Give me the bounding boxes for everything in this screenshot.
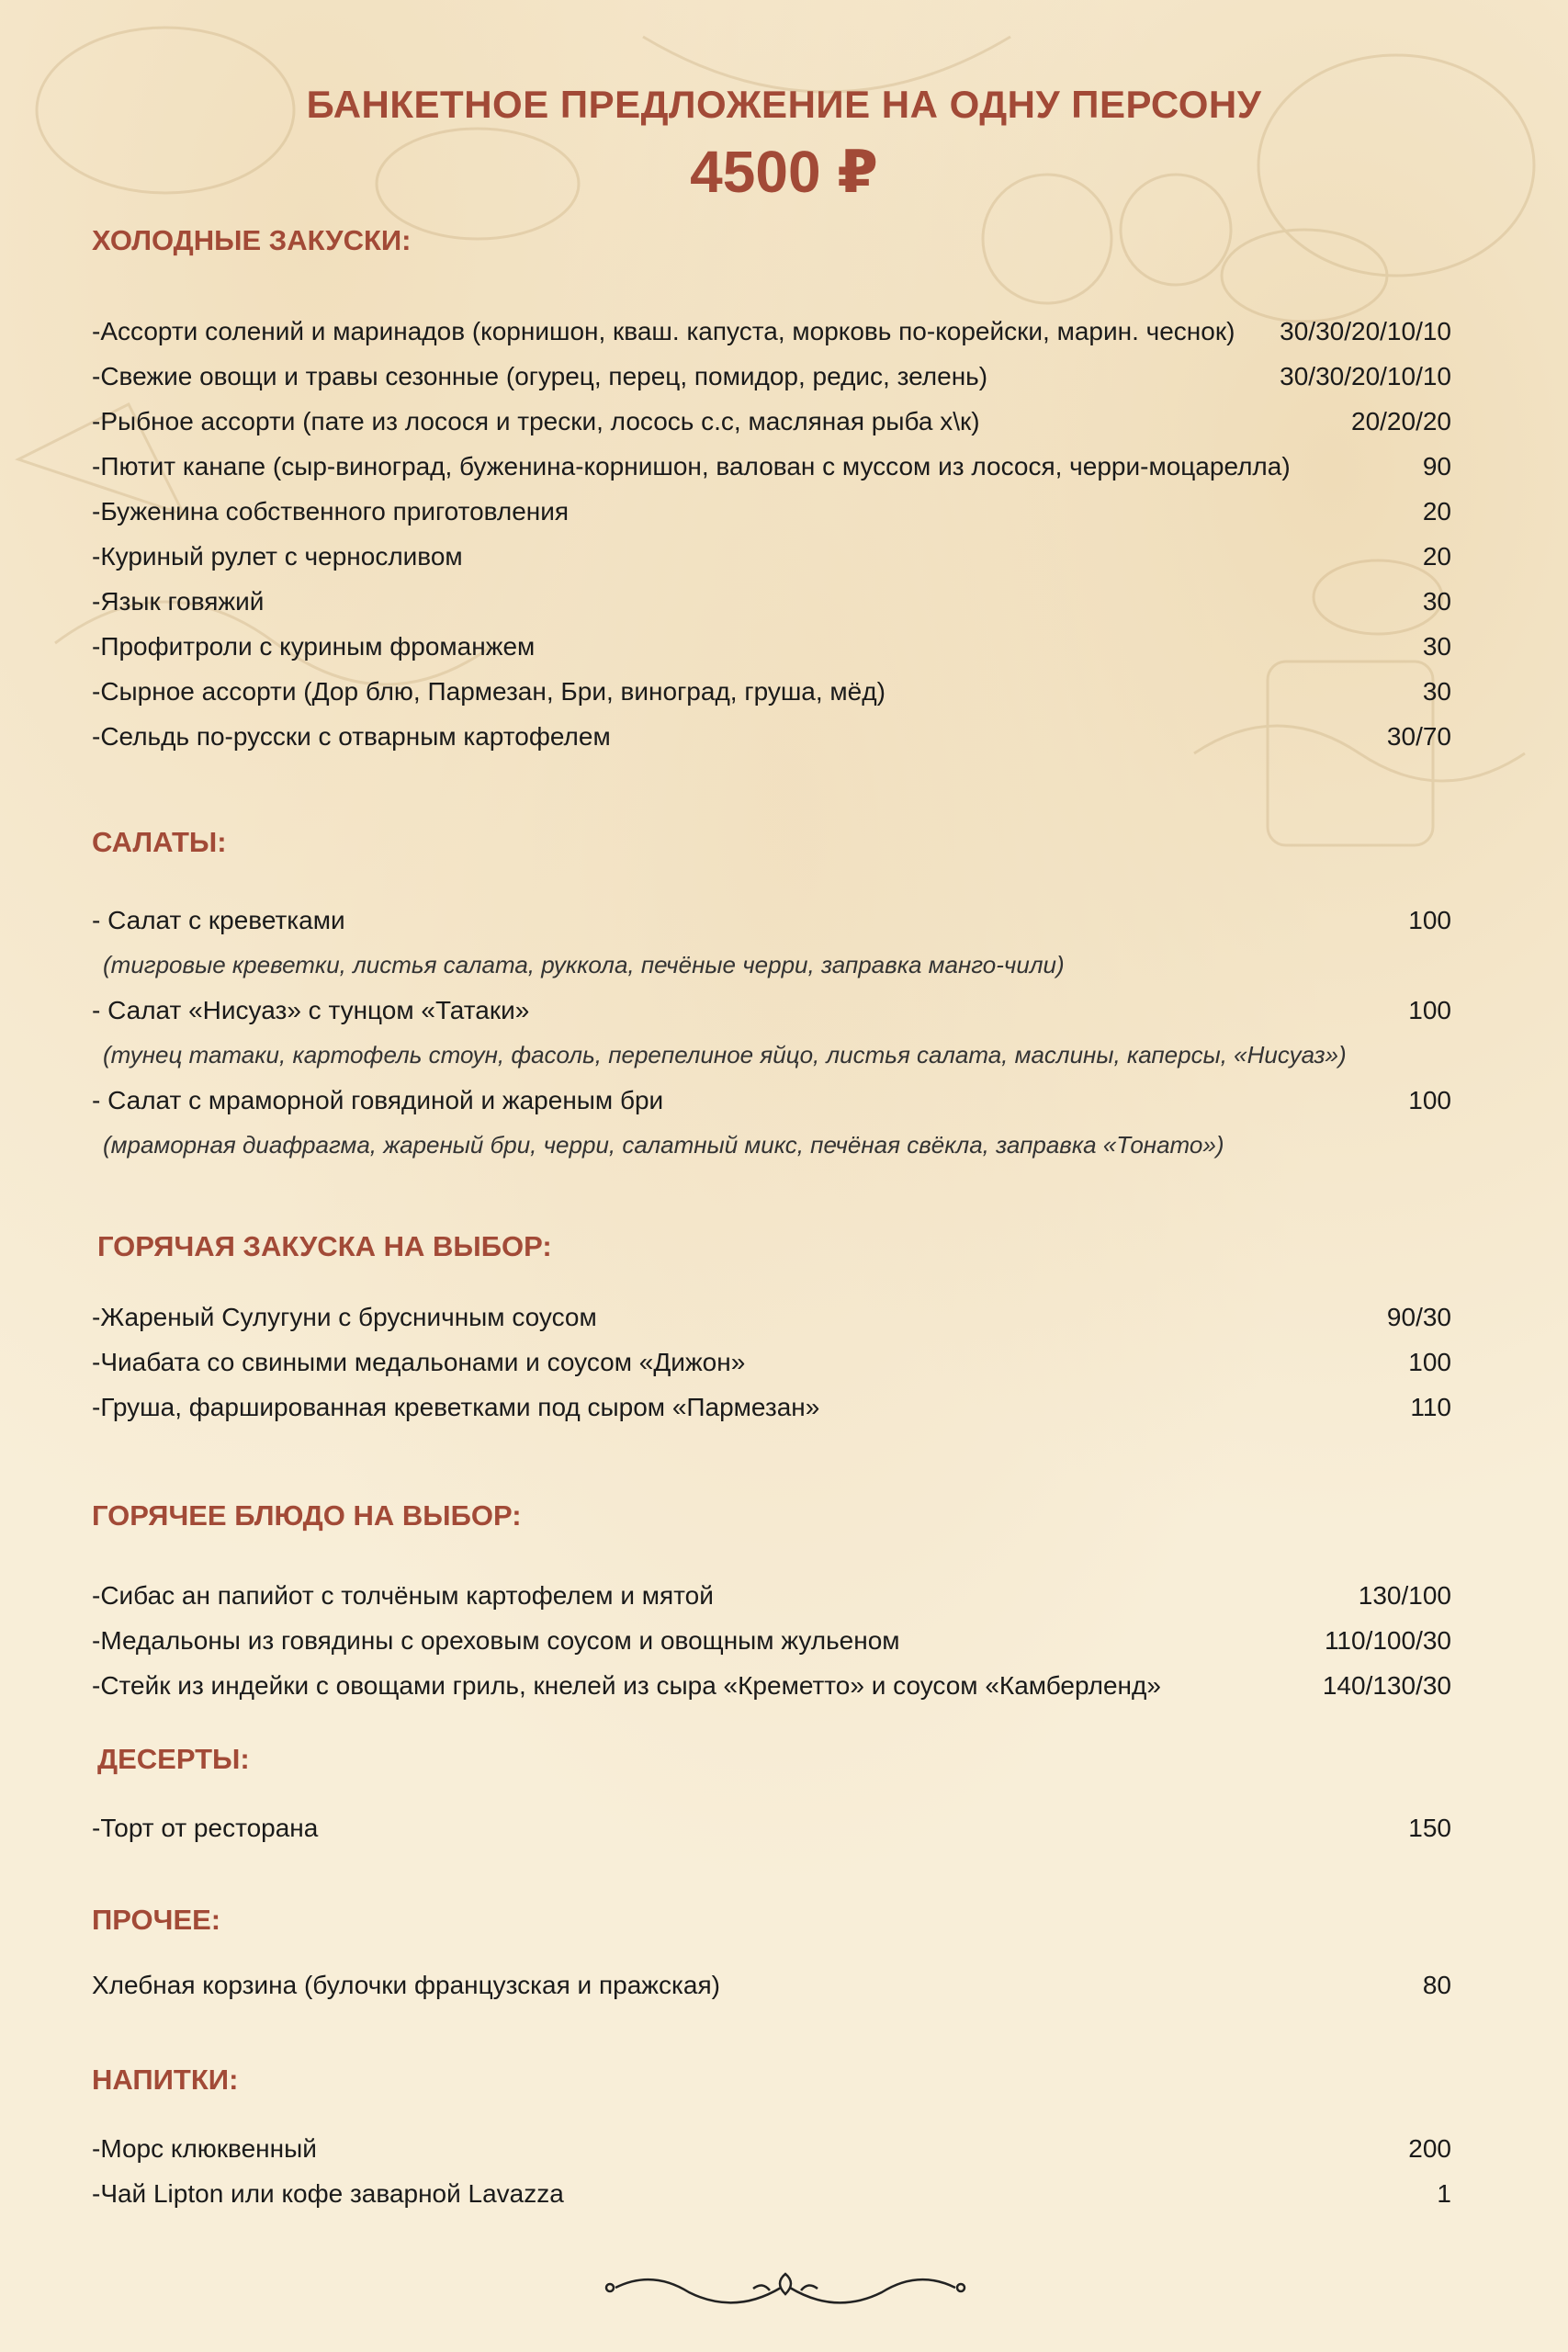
list-item [92,1573,1451,1618]
item-qty: 30/30/20/10/10 [1280,317,1451,345]
item-description: (тигровые креветки, листья салата, руккола, печёные черри, заправка манго-чили) [103,951,1065,978]
list-item [92,669,1451,714]
item-qty: 100 [1408,1086,1451,1114]
section-title: ПРОЧЕЕ: [92,1904,221,1936]
section-cold-starters [92,220,1451,759]
list-item [92,534,1451,579]
item-qty: 130/100 [1358,1581,1451,1610]
list-item [92,1078,1451,1123]
section-title: ГОРЯЧЕЕ БЛЮДО НА ВЫБОР: [92,1499,522,1532]
item-qty: 20/20/20 [1351,407,1451,435]
list-item [92,714,1451,759]
section-title: ДЕСЕРТЫ: [97,1743,250,1775]
list-item [92,399,1451,444]
item-qty: 30/30/20/10/10 [1280,362,1451,390]
item-qty: 200 [1408,2134,1451,2163]
item-qty: 150 [1408,1814,1451,1842]
item-qty: 140/130/30 [1322,1671,1451,1700]
list-item [92,1340,1451,1385]
item-name: - Салат «Нисуаз» с тунцом «Татаки» [92,996,530,1024]
list-item [92,2126,1451,2171]
item-qty: 20 [1422,542,1451,571]
item-name: -Морс клюквенный [92,2134,317,2163]
item-qty: 90/30 [1386,1303,1451,1331]
list-item [92,444,1451,489]
decorative-flourish-icon [597,2256,974,2320]
item-name: -Стейк из индейки с овощами гриль, кнелей из сыра «Креметто» и соусом «Камберленд» [92,1671,1161,1700]
section-desserts [92,1739,1451,1850]
list-item [92,354,1451,399]
section-hot-starter [92,1227,1451,1430]
item-name: -Профитроли с куриным фроманжем [92,632,536,661]
list-item [92,1962,1451,2007]
item-name: - Салат с креветками [92,906,345,934]
item-name: -Сибас ан папийот с толчёным картофелем и мятой [92,1581,714,1610]
item-qty: 20 [1422,497,1451,526]
list-item [92,1663,1451,1708]
section-main-course [92,1496,1451,1708]
item-description: (тунец татаки, картофель стоун, фасоль, перепелиное яйцо, листья салата, маслины, каперсы, «Нисуаз») [103,1041,1347,1069]
item-qty: 30 [1422,677,1451,706]
section-title: ХОЛОДНЫЕ ЗАКУСКИ: [92,224,412,256]
item-name: -Буженина собственного приготовления [92,497,570,526]
item-description: (мраморная диафрагма, жареный бри, черри, салатный микс, печёная свёкла, заправка «Тонато») [103,1131,1224,1159]
section-other [92,1900,1451,2007]
list-item [92,2171,1451,2216]
list-item [92,1295,1451,1340]
list-item [92,1385,1451,1430]
item-name: Хлебная корзина (булочки французская и пражская) [92,1971,720,1999]
page-title: БАНКЕТНОЕ ПРЕДЛОЖЕНИЕ НА ОДНУ ПЕРСОНУ [306,83,1262,126]
item-name: -Медальоны из говядины с ореховым соусом и овощным жульеном [92,1626,900,1655]
item-qty: 30 [1422,587,1451,616]
item-name: -Свежие овощи и травы сезонные (огурец, перец, помидор, редис, зелень) [92,362,988,390]
section-title: ГОРЯЧАЯ ЗАКУСКА НА ВЫБОР: [97,1230,552,1262]
item-qty: 1 [1437,2179,1451,2208]
item-qty: 110/100/30 [1324,1626,1451,1655]
section-salads [92,822,1451,1168]
item-name: -Чай Lipton или кофе заварной Lavazza [92,2179,564,2208]
list-item [92,1805,1451,1850]
list-item [92,579,1451,624]
item-name: -Ассорти солений и маринадов (корнишон, кваш. капуста, морковь по-корейски, марин. чеснок) [92,317,1235,345]
item-qty: 100 [1408,906,1451,934]
item-name: -Пютит канапе (сыр-виноград, буженина-корнишон, валован с муссом из лосося, черри-моцарелла) [92,452,1291,481]
item-qty: 110 [1410,1393,1451,1421]
item-qty: 80 [1422,1971,1451,1999]
item-qty: 100 [1408,1348,1451,1376]
item-name: - Салат с мраморной говядиной и жареным бри [92,1086,664,1114]
item-qty: 30/70 [1386,722,1451,751]
item-name: -Жареный Сулугуни с брусничным соусом [92,1303,597,1331]
list-item [92,624,1451,669]
item-qty: 100 [1408,996,1451,1024]
item-name: -Чиабата со свиными медальонами и соусом «Дижон» [92,1348,746,1376]
item-name: -Торт от ресторана [92,1814,319,1842]
list-item [92,898,1451,943]
item-name: -Груша, фаршированная креветками под сыром «Пармезан» [92,1393,820,1421]
list-item [92,489,1451,534]
section-title: САЛАТЫ: [92,826,227,858]
item-name: -Сырное ассорти (Дор блю, Пармезан, Бри, виноград, груша, мёд) [92,677,886,706]
item-qty: 90 [1422,452,1451,481]
item-name: -Сельдь по-русски с отварным картофелем [92,722,611,751]
section-drinks [92,2060,1451,2216]
section-title: НАПИТКИ: [92,2064,239,2096]
list-item [92,309,1451,354]
item-qty: 30 [1422,632,1451,661]
item-name: -Куриный рулет с черносливом [92,542,463,571]
item-name: -Рыбное ассорти (пате из лосося и трески, лосось с.с, масляная рыба х\к) [92,407,980,435]
list-item [92,1618,1451,1663]
item-name: -Язык говяжий [92,587,265,616]
banquet-price: 4500 ₽ [690,139,878,205]
list-item [92,988,1451,1033]
